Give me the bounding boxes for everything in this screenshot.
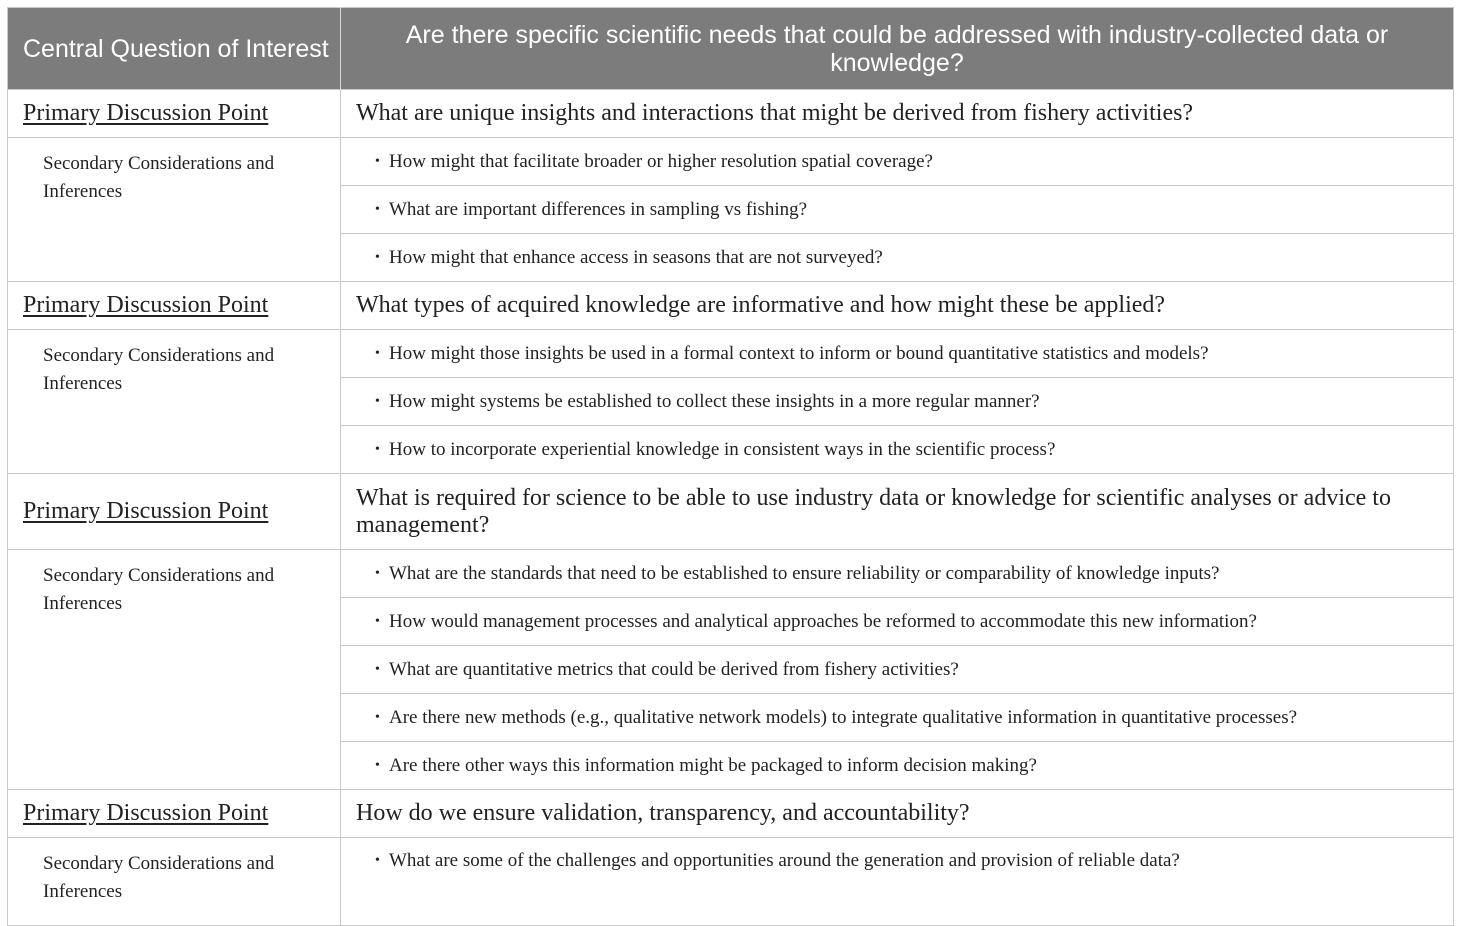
bullet-icon: • (375, 709, 380, 725)
bullet-item (341, 694, 1454, 742)
bullet-text: Are there other ways this information might be packaged to inform decision making? (389, 754, 1037, 776)
primary-label-cell (8, 90, 341, 138)
header-central-question-text: Are there specific scientific needs that could be addressed with industry-collected data or knowledge? (341, 8, 1454, 90)
secondary-row (8, 138, 1454, 186)
bullet-icon: • (375, 201, 380, 217)
bullet-icon: • (375, 565, 380, 581)
bullet-text: How would management processes and analytical approaches be reformed to accommodate this new information? (389, 610, 1257, 632)
primary-question: What types of acquired knowledge are informative and how might these be applied? (341, 282, 1454, 330)
primary-label: Primary Discussion Point (23, 100, 269, 126)
primary-row (8, 90, 1454, 138)
bullet-icon: • (375, 441, 380, 457)
bullet-icon: • (375, 853, 380, 868)
secondary-label: Secondary Considerations and Inferences (8, 330, 341, 474)
bullet-item (341, 234, 1454, 282)
bullet-icon: • (375, 661, 380, 677)
bullet-text: How might that facilitate broader or higher resolution spatial coverage? (389, 150, 933, 172)
primary-question: What are unique insights and interactions that might be derived from fishery activities? (341, 90, 1454, 138)
bullet-text: How might those insights be used in a formal context to inform or bound quantitative statistics and models? (389, 342, 1209, 364)
primary-label: Primary Discussion Point (23, 800, 269, 826)
primary-question: What is required for science to be able to use industry data or knowledge for scientific analyses or advice to management? (341, 474, 1454, 550)
bullet-item (341, 598, 1454, 646)
bullet-icon: • (375, 613, 380, 629)
bullet-icon: • (375, 393, 380, 409)
bullet-text: What are important differences in sampling vs fishing? (389, 198, 808, 220)
secondary-row (8, 330, 1454, 378)
table-header-row (8, 8, 1454, 90)
bullet-icon: • (375, 249, 380, 265)
secondary-row (8, 550, 1454, 598)
bullet-item (341, 186, 1454, 234)
secondary-label: Secondary Considerations and Inferences (8, 838, 341, 926)
bullet-item (341, 138, 1454, 186)
header-central-question-label: Central Question of Interest (8, 8, 341, 90)
primary-question: How do we ensure validation, transparency, and accountability? (341, 790, 1454, 838)
bullet-item (341, 330, 1454, 378)
discussion-table (7, 7, 1454, 926)
bullet-text: How might that enhance access in seasons that are not surveyed? (389, 246, 883, 268)
primary-row (8, 790, 1454, 838)
bullet-item (341, 378, 1454, 426)
primary-row (8, 282, 1454, 330)
primary-row (8, 474, 1454, 550)
bullet-text: How might systems be established to collect these insights in a more regular manner? (389, 390, 1040, 412)
bullet-text: What are quantitative metrics that could be derived from fishery activities? (389, 658, 959, 680)
bullet-icon: • (375, 345, 380, 361)
bullet-item (341, 426, 1454, 474)
bullet-icon: • (375, 757, 380, 773)
primary-label-cell (8, 790, 341, 838)
secondary-label: Secondary Considerations and Inferences (8, 550, 341, 790)
bullet-item (341, 550, 1454, 598)
primary-label-cell (8, 474, 341, 550)
bullet-text: What are the standards that need to be established to ensure reliability or comparability of knowledge inputs? (389, 562, 1220, 584)
bullet-item (341, 742, 1454, 790)
primary-label-cell (8, 282, 341, 330)
secondary-row (8, 838, 1454, 926)
primary-label: Primary Discussion Point (23, 292, 269, 318)
secondary-label: Secondary Considerations and Inferences (8, 138, 341, 282)
bullet-text: What are some of the challenges and opportunities around the generation and provision of reliable data? (389, 850, 1180, 871)
bullet-text: Are there new methods (e.g., qualitative network models) to integrate qualitative information in quantitative processes? (389, 706, 1298, 728)
bullet-icon: • (375, 153, 380, 169)
bullet-text: How to incorporate experiential knowledge in consistent ways in the scientific process? (389, 438, 1056, 460)
bullet-item (341, 838, 1454, 926)
primary-label: Primary Discussion Point (23, 498, 269, 524)
bullet-item (341, 646, 1454, 694)
